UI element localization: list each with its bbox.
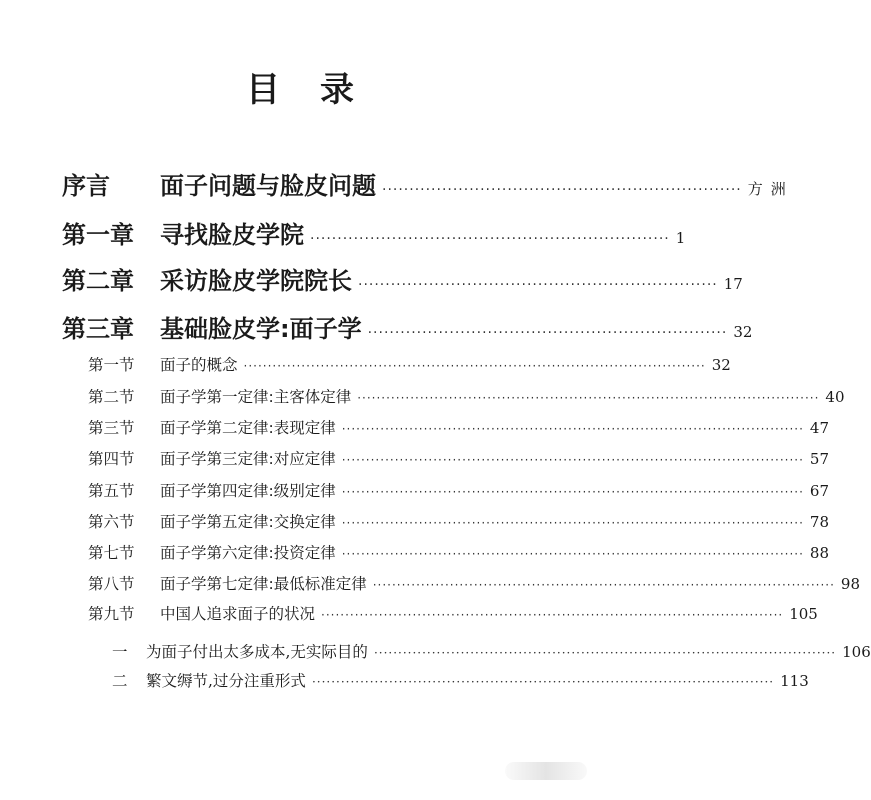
toc-entry-section[interactable] (88, 602, 818, 624)
toc-entry-page: 105 (789, 605, 818, 623)
toc-entry-page: 47 (809, 419, 830, 437)
toc-entry-title: 繁文缛节,过分注重形式 (146, 672, 306, 690)
toc-entry-section[interactable] (88, 353, 731, 375)
toc-entry-title: 面子学第二定律:表现定律 (160, 419, 336, 437)
toc-entry-title: 面子学第七定律:最低标准定律 (160, 575, 367, 593)
toc-entry-page: 67 (809, 482, 830, 500)
dot-leader: ································································································ (341, 516, 804, 530)
toc-entry-page: 32 (733, 323, 753, 341)
toc-entry-title: 面子学第三定律:对应定律 (160, 450, 336, 468)
toc-entry-label: 第二节 (88, 388, 135, 406)
dot-leader: ·································································· (358, 277, 718, 293)
toc-entry-label: 一 (112, 643, 128, 661)
toc-entry-page: 57 (809, 450, 830, 468)
toc-entry-section[interactable] (88, 572, 861, 594)
toc-entry-label: 二 (112, 672, 128, 690)
toc-entry-title: 寻找脸皮学院 (160, 221, 304, 249)
dot-leader: ································································································ (341, 422, 804, 436)
toc-entry-page: 98 (840, 575, 861, 593)
toc-entry-title: 基础脸皮学:面子学 (160, 315, 362, 343)
toc-entry-subsection[interactable] (112, 669, 809, 691)
toc-entry-title: 面子学第五定律:交换定律 (160, 513, 336, 531)
page-title: 目录 (246, 70, 394, 110)
dot-leader: ·································································· (367, 325, 728, 341)
dot-leader: ································································································ (372, 578, 835, 592)
toc-entry-title: 面子学第四定律:级别定律 (160, 482, 336, 500)
toc-entry-preface[interactable] (62, 166, 794, 201)
dot-leader: ································································································ (341, 485, 804, 499)
toc-entry-title: 面子的概念 (160, 356, 238, 374)
toc-entry-page: 78 (809, 513, 830, 531)
toc-entry-chapter[interactable] (62, 215, 686, 250)
dot-leader: ································································································ (243, 359, 706, 373)
toc-entry-title: 中国人追求面子的状况 (160, 605, 316, 623)
toc-entry-page: 17 (723, 275, 743, 293)
dot-leader: ·································································· (310, 231, 670, 247)
toc-entry-section[interactable] (88, 479, 830, 501)
toc-entry-label: 第八节 (88, 575, 135, 593)
toc-entry-title: 为面子付出太多成本,无实际目的 (146, 643, 368, 661)
dot-leader: ································································································ (311, 675, 775, 689)
dot-leader: ································································································ (373, 646, 837, 660)
toc-entry-title: 面子问题与脸皮问题 (160, 172, 376, 200)
toc-entry-label: 第一节 (88, 356, 135, 374)
toc-entry-chapter[interactable] (62, 309, 753, 344)
toc-entry-page: 40 (825, 388, 845, 406)
toc-entry-page: 113 (780, 672, 809, 690)
toc-entry-title: 面子学第六定律:投资定律 (160, 544, 336, 562)
toc-entry-label: 第一章 (62, 221, 134, 249)
toc-entry-page: 88 (809, 544, 830, 562)
toc-entry-label: 序言 (62, 172, 110, 200)
toc-entry-author: 方洲 (747, 180, 794, 198)
dot-leader: ································································································ (341, 547, 804, 561)
toc-entry-label: 第三章 (62, 315, 134, 343)
toc-entry-title: 面子学第一定律:主客体定律 (160, 388, 352, 406)
dot-leader: ·································································· (382, 182, 742, 198)
toc-entry-section[interactable] (88, 510, 830, 532)
toc-entry-section[interactable] (88, 541, 830, 563)
toc-entry-title: 采访脸皮学院院长 (160, 267, 352, 295)
toc-entry-label: 第五节 (88, 482, 135, 500)
toc-entry-label: 第九节 (88, 605, 135, 623)
toc-entry-page: 1 (675, 229, 686, 247)
toc-entry-label: 第七节 (88, 544, 135, 562)
dot-leader: ································································································ (321, 608, 784, 622)
dot-leader: ································································································ (341, 453, 804, 467)
toc-entry-label: 第二章 (62, 267, 134, 295)
toc-entry-label: 第三节 (88, 419, 135, 437)
toc-entry-subsection[interactable] (112, 640, 871, 662)
toc-entry-label: 第六节 (88, 513, 135, 531)
toc-entry-section[interactable] (88, 385, 845, 407)
toc-entry-page: 32 (711, 356, 731, 374)
toc-entry-section[interactable] (88, 416, 830, 438)
toc-entry-chapter[interactable] (62, 261, 743, 296)
toc-entry-page: 106 (842, 643, 871, 661)
toc-entry-label: 第四节 (88, 450, 135, 468)
watermark-smudge (505, 762, 587, 780)
toc-entry-section[interactable] (88, 447, 830, 469)
dot-leader: ································································································ (357, 391, 820, 405)
